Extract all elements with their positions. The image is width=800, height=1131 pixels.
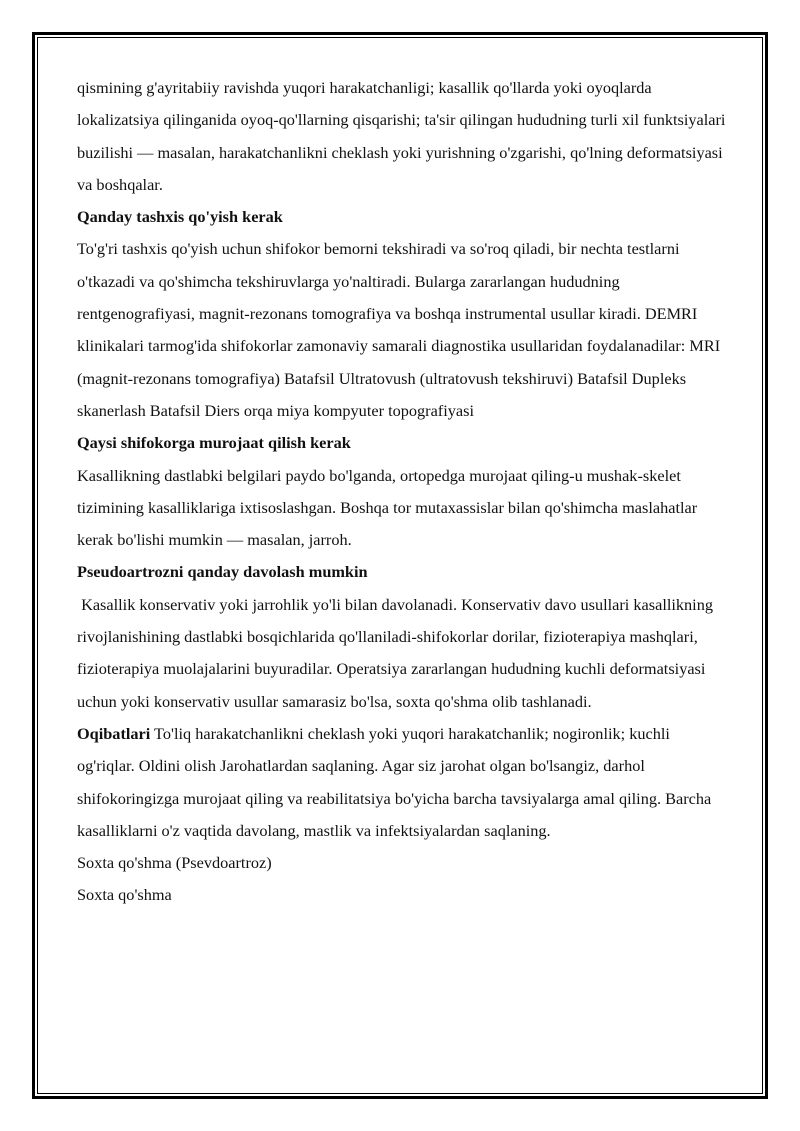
paragraph-title-line-2: Soxta qo'shma (77, 885, 172, 905)
heading-which-doctor: Qaysi shifokorga murojaat qilish kerak (77, 433, 351, 453)
heading-diagnosis: Qanday tashxis qo'yish kerak (77, 207, 283, 227)
paragraph-treatment: Kasallik konservativ yoki jarrohlik yo'li bilan davolanadi. Konservativ davo usullari kasallikning rivojlanishining dastlabki bosqichlarida qo'llaniladi-shifokorlar dorilar, fizioterapiya mashqlari, fizioterapiya muolajalarini buyuradilar. Operatsiya zararlangan hududning kuchli deformatsiyasi uchun yoki konservativ usullar samarasiz bo'lsa, soxta qo'shma olib tashlanadi. (77, 594, 718, 711)
paragraph-consequences (77, 718, 727, 847)
heading-treatment: Pseudoartrozni qanday davolash mumkin (77, 562, 368, 582)
consequences-text: To'liq harakatchanlikni cheklash yoki yuqori harakatchanlik; nogironlik; kuchli og'riqlar. Oldini olish Jarohatlardan saqlaning. Agar siz jarohat olgan bo'lsangiz, darhol shifokoringizga murojaat qiling va reabilitatsiya bo'yicha barcha tavsiyalarga amal qiling. Barcha kasalliklarni o'z vaqtida davolang, mastlik va infektsiyalardan saqlaning. (77, 723, 712, 840)
document-body (77, 72, 727, 912)
consequences-lead: Oqibatlari (77, 723, 151, 743)
paragraph-symptoms-continued: qismining g'ayritabiiy ravishda yuqori harakatchanligi; kasallik qo'llarda yoki oyoqlarda lokalizatsiya qilinganida oyoq-qo'llarning qisqarishi; ta'sir qilingan hududning turli xil funktsiyalari buzilishi — masalan, harakatchanlikni cheklash yoki yurishning o'zgarishi, qo'lning deformatsiyasi va boshqalar. (77, 78, 726, 194)
paragraph-title-line-1: Soxta qo'shma (Psevdoartroz) (77, 853, 272, 873)
paragraph-diagnosis: To'g'ri tashxis qo'yish uchun shifokor bemorni tekshiradi va so'roq qiladi, bir nechta testlarni o'tkazadi va qo'shimcha tekshiruvlarga yo'naltiradi. Bularga zararlangan hududning rentgenografiyasi, magnit-rezonans tomografiya va boshqa instrumental usullar kiradi. DEMRI klinikalari tarmog'ida shifokorlar zamonaviy samarali diagnostika usullaridan foydalanadilar: MRI (magnit-rezonans tomografiya) Batafsil Ultratovush (ultratovush tekshiruvi) Batafsil Dupleks skanerlash Batafsil Diers orqa miya kompyuter topografiyasi (77, 239, 721, 420)
paragraph-which-doctor: Kasallikning dastlabki belgilari paydo bo'lganda, ortopedga murojaat qiling-u mushak-skelet tizimining kasalliklariga ixtisoslashgan. Boshqa tor mutaxassislar bilan qo'shimcha maslahatlar kerak bo'lishi mumkin — masalan, jarroh. (77, 465, 698, 550)
